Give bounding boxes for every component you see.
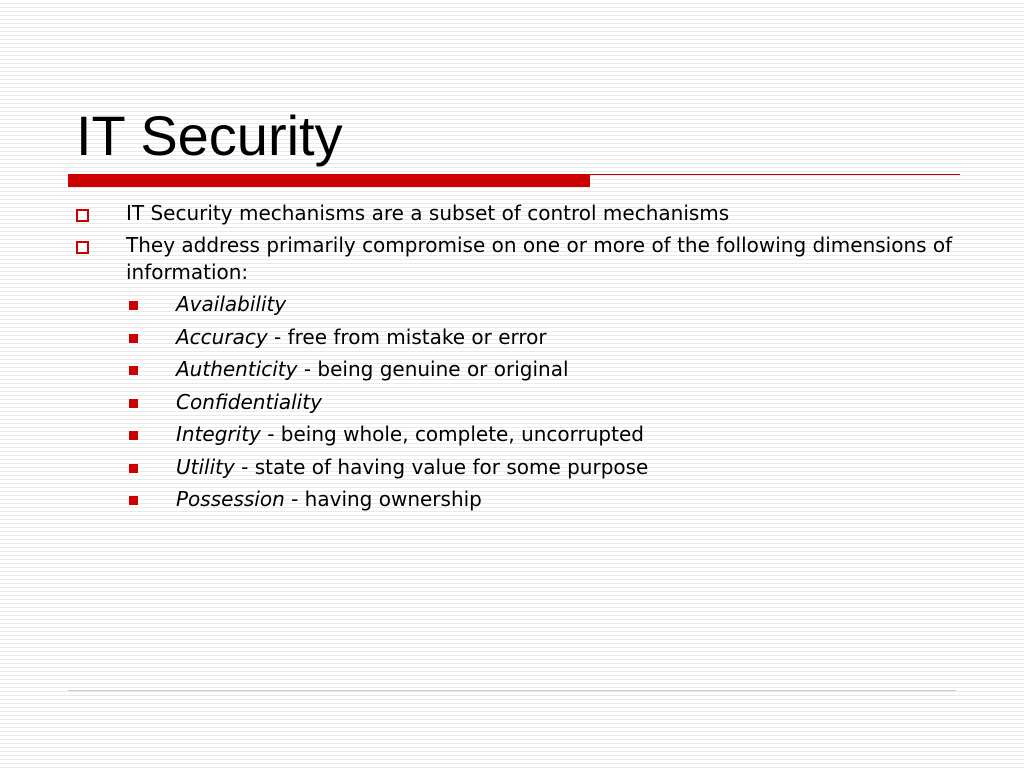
hollow-square-bullet-icon: [76, 209, 89, 222]
filled-square-bullet-icon: [129, 496, 138, 505]
dimension-term: Integrity: [176, 422, 261, 446]
sub-bullet-item: [126, 324, 956, 351]
bullet-text: IT Security mechanisms are a subset of control mechanisms: [126, 201, 730, 225]
dimension-description: - being whole, complete, uncorrupted: [260, 422, 644, 446]
filled-square-bullet-icon: [129, 301, 138, 310]
filled-square-bullet-icon: [129, 464, 138, 473]
filled-square-bullet-icon: [129, 431, 138, 440]
filled-square-bullet-icon: [129, 399, 138, 408]
dimension-term: Accuracy: [176, 324, 268, 349]
dimension-description: - state of having value for some purpose: [234, 454, 649, 479]
sub-bullet-item: [126, 421, 956, 448]
bullet-item: [76, 232, 956, 513]
dimension-description: - being genuine or original: [297, 357, 569, 381]
dimension-term: Availability: [176, 292, 287, 316]
bullet-list: [76, 200, 956, 519]
sub-bullet-item: [126, 389, 956, 416]
sub-bullet-list: [126, 291, 956, 513]
filled-square-bullet-icon: [129, 366, 138, 375]
slide-title: IT Security: [76, 104, 343, 167]
sub-bullet-item: [126, 356, 956, 383]
dimension-description: - having ownership: [284, 487, 482, 511]
dimension-term: Possession: [176, 487, 285, 511]
title-underline-thick: [68, 175, 590, 187]
dimension-description: - free from mistake or error: [267, 324, 547, 349]
bullet-item: [76, 200, 956, 227]
dimension-term: Utility: [176, 454, 235, 479]
sub-bullet-item: [126, 486, 956, 513]
footer-divider: [68, 690, 956, 691]
sub-bullet-item: [126, 454, 956, 481]
dimension-term: Authenticity: [176, 357, 298, 381]
hollow-square-bullet-icon: [76, 241, 89, 254]
bullet-text: They address primarily compromise on one or more of the following dimensions of information:: [126, 233, 953, 284]
dimension-term: Confidentiality: [176, 389, 322, 414]
sub-bullet-item: [126, 291, 956, 318]
filled-square-bullet-icon: [129, 334, 138, 343]
